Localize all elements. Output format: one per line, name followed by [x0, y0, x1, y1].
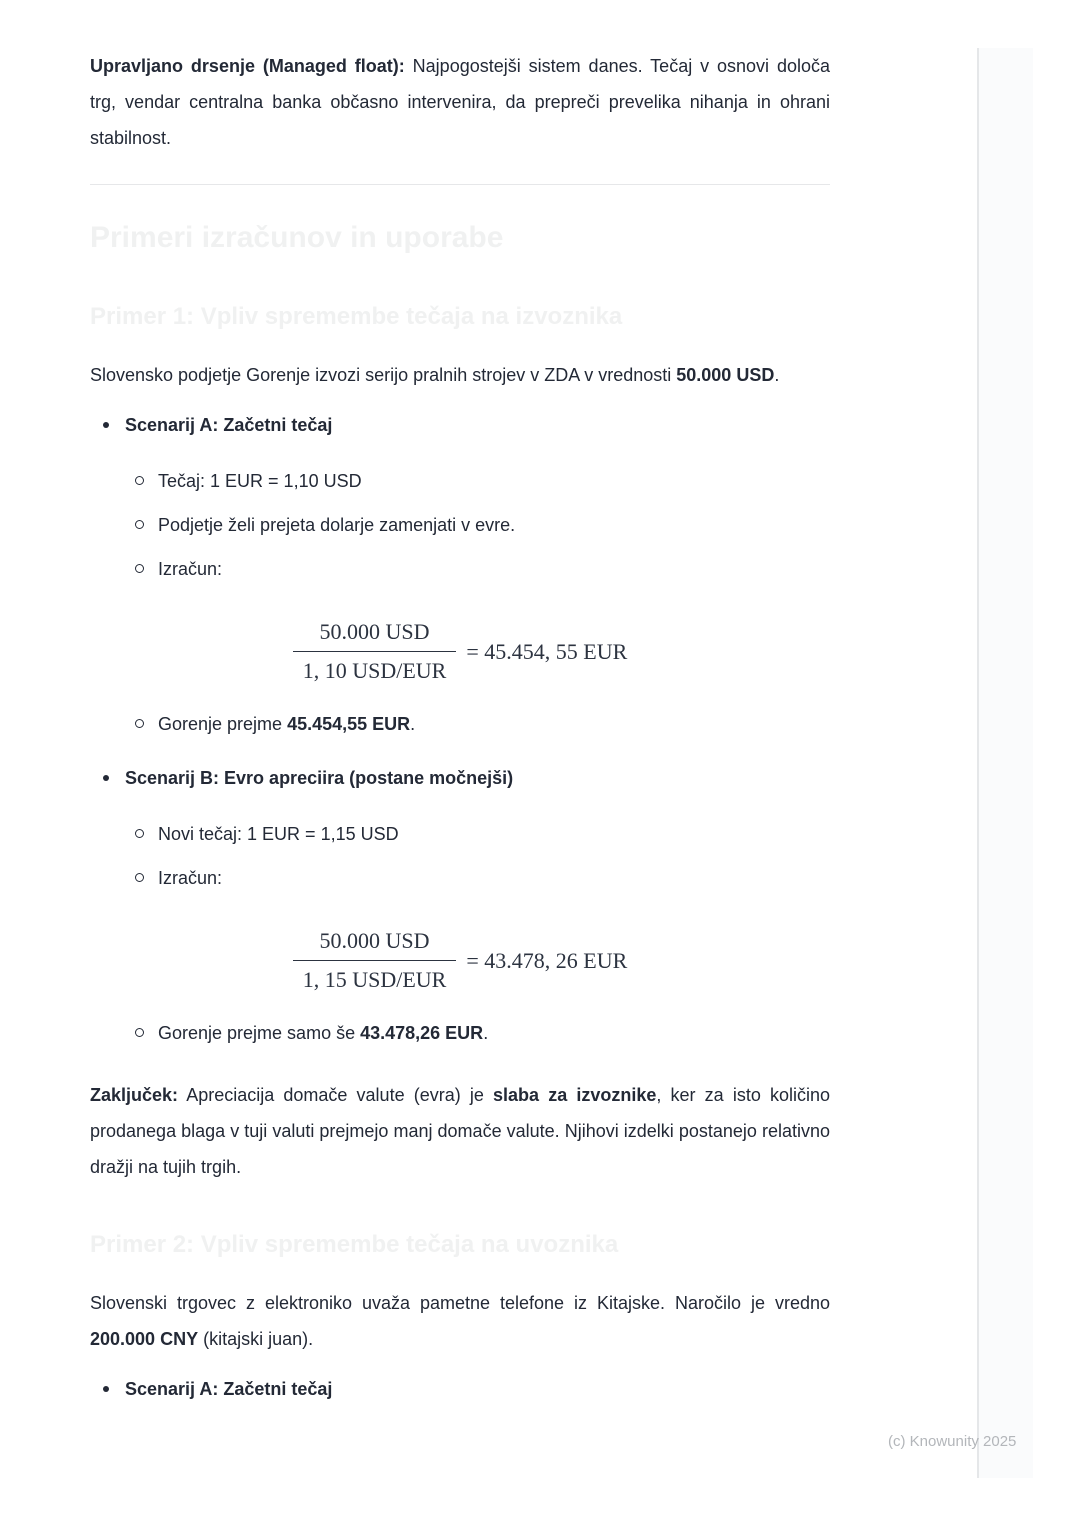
- formula-result: = 45.454, 55 EUR: [466, 638, 628, 664]
- circle-bullet-icon: [135, 520, 144, 529]
- formula-scenario-a: [90, 619, 830, 684]
- paragraph-text: (kitajski juan).: [198, 1329, 314, 1349]
- circle-bullet-icon: [135, 476, 144, 485]
- copyright-notice: (c) Knowunity 2025: [888, 1433, 1017, 1450]
- next-page-edge: [977, 48, 1033, 1478]
- fraction: [293, 619, 457, 684]
- fraction-numerator: 50.000 USD: [319, 928, 430, 953]
- sub-list-item-result: [90, 710, 830, 738]
- list-item-scenario-b: [90, 764, 830, 792]
- paragraph-managed-float: [90, 48, 830, 156]
- result-text: .: [410, 714, 416, 734]
- list-item-label: Scenarij B: Evro apreciira (postane močnejši): [125, 768, 514, 788]
- circle-bullet-icon: [135, 1028, 144, 1037]
- conclusion-paragraph: [90, 1077, 830, 1185]
- conclusion-emphasis-bold: slaba za izvoznike: [493, 1085, 657, 1105]
- result-text: Gorenje prejme: [158, 714, 288, 734]
- bullet-icon: [103, 775, 109, 781]
- fraction: [293, 928, 457, 993]
- sub-list-item: [90, 820, 830, 848]
- fraction-denominator: 1, 10 USD/EUR: [293, 651, 457, 684]
- paragraph-text: Najpogostejši sistem danes. Tečaj v osnovi določa trg, vendar centralna banka občasno intervenira, da prepreči prevelika nihanja in ohrani stabilnost.: [90, 56, 830, 148]
- fraction-numerator: 50.000 USD: [319, 619, 430, 644]
- sub-item-text: Tečaj: 1 EUR = 1,10 USD: [158, 471, 362, 491]
- paragraph-lead-bold: Upravljano drsenje (Managed float):: [90, 56, 405, 76]
- sub-list-item: [90, 555, 830, 583]
- example1-intro-paragraph: [90, 357, 830, 393]
- sub-list-item-result: [90, 1019, 830, 1047]
- sub-list-item: [90, 511, 830, 539]
- result-amount-bold: 45.454,55 EUR: [287, 714, 411, 734]
- sub-item-text: Izračun:: [158, 868, 223, 888]
- paragraph-text: Slovensko podjetje Gorenje izvozi serijo pralnih strojev v ZDA v vrednosti: [90, 365, 677, 385]
- paragraph-text: , ker za isto količino prodanega blaga v tuji valuti prejmejo manj domače valute. Njihovi izdelki postanejo relativno dražji na tujih trgih.: [90, 1085, 831, 1177]
- sub-list-item: [90, 864, 830, 892]
- bullet-icon: [103, 1386, 109, 1392]
- sub-item-text: [158, 710, 415, 738]
- scenario-list: [90, 411, 830, 1047]
- list-item-label: Scenarij A: Začetni tečaj: [125, 1379, 333, 1399]
- paragraph-text: Apreciacija domače valute (evra) je: [178, 1085, 494, 1105]
- circle-bullet-icon: [135, 829, 144, 838]
- bullet-icon: [103, 422, 109, 428]
- sub-item-text: Izračun:: [158, 559, 223, 579]
- circle-bullet-icon: [135, 719, 144, 728]
- paragraph-text: Slovenski trgovec z elektroniko uvaža pametne telefone iz Kitajske. Naročilo je vredno: [90, 1293, 830, 1313]
- list-item-scenario-a: [90, 411, 830, 439]
- list-item-scenario-a-example2: [90, 1375, 830, 1403]
- example2-heading-faded: Primer 2: Vpliv spremembe tečaja na uvoznika: [90, 1231, 619, 1258]
- document-content: [90, 0, 830, 1403]
- formula-scenario-b: [90, 928, 830, 993]
- amount-bold: 200.000 CNY: [90, 1329, 199, 1349]
- circle-bullet-icon: [135, 873, 144, 882]
- example1-heading-faded: Primer 1: Vpliv spremembe tečaja na izvoznika: [90, 303, 623, 330]
- conclusion-label-bold: Zaključek:: [90, 1085, 179, 1105]
- paragraph-text: .: [774, 365, 780, 385]
- result-text: Gorenje prejme samo še: [158, 1023, 361, 1043]
- section-heading-faded: Primeri izračunov in uporabe: [90, 221, 504, 254]
- sub-item-text: Podjetje želi prejeta dolarje zamenjati v evre.: [158, 515, 516, 535]
- sub-item-text: Novi tečaj: 1 EUR = 1,15 USD: [158, 824, 399, 844]
- formula-result: = 43.478, 26 EUR: [466, 947, 628, 973]
- sub-item-text: [158, 1019, 488, 1047]
- example2-intro-paragraph: [90, 1285, 830, 1357]
- result-amount-bold: 43.478,26 EUR: [360, 1023, 484, 1043]
- fraction-denominator: 1, 15 USD/EUR: [293, 960, 457, 993]
- sub-list-item: [90, 467, 830, 495]
- circle-bullet-icon: [135, 564, 144, 573]
- list-item-label: Scenarij A: Začetni tečaj: [125, 415, 333, 435]
- section-divider: [90, 184, 830, 185]
- amount-bold: 50.000 USD: [676, 365, 775, 385]
- result-text: .: [483, 1023, 489, 1043]
